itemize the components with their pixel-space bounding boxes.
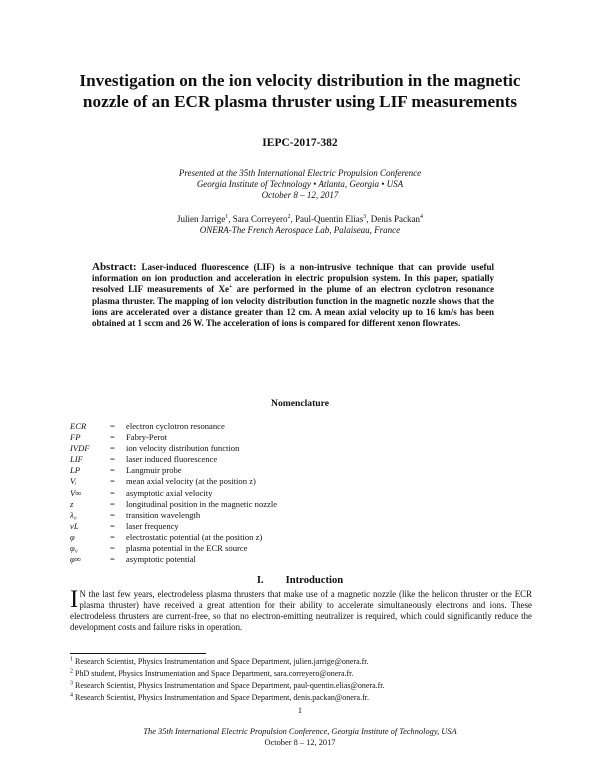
footnote-text: Research Scientist, Physics Instrumentation and Space Department, julien.jarrige@onera.fr.: [75, 657, 369, 666]
abstract-text-end: are performed in the plume of an electron cyclotron resonance plasma thruster. The mapping of ion velocity distribution function in the magnetic nozzle shows that the ions are accelerated over a distance greater than 12 cm. A mean axial velocity up to 16 km/s has been obtained at 1 sccm and 26 W. The acceleration of ions is compared for different xenon flowrates.: [92, 284, 495, 329]
author-4-mark: 4: [419, 214, 423, 220]
author-3: Paul-Quentin Elias: [294, 214, 364, 224]
nomenclature-row: [70, 543, 490, 554]
introduction-text: N the last few years, electrodeless plasma thrusters that make use of a magnetic nozzle (like the helicon thruster or the ECR plasma thruster) have received a great attention for their ability to accelerate simultaneously electrons and ions. These electrodeless thrusters are current-free, so that no electron-emitting neutralizer is required, which could significantly reduce the development costs and failure risks in operation.: [70, 589, 532, 633]
nomenclature-equals: =: [110, 543, 115, 554]
nomenclature-definition: laser induced fluorescence: [126, 454, 218, 465]
nomenclature-equals: =: [110, 520, 115, 531]
author-1-mark: 1: [225, 214, 229, 220]
drop-cap: I: [70, 586, 79, 613]
footnote-text: Research Scientist, Physics Instrumentation and Space Department, paul-quentin.elias@onera.fr.: [75, 681, 385, 690]
affiliation: ONERA-The French Aerospace Lab, Palaiseau, France: [199, 225, 401, 235]
nomenclature-definition: asymptotic potential: [126, 554, 196, 565]
footnote-text: Research Scientist, Physics Instrumentation and Space Department, denis.packan@onera.fr.: [75, 693, 369, 702]
footnote: [70, 657, 369, 666]
nomenclature-definition: Langmuir probe: [126, 465, 182, 476]
nomenclature-row: [70, 421, 490, 432]
nomenclature-row: [70, 432, 490, 443]
nomenclature-equals: =: [110, 509, 115, 520]
author-list: Julien Jarrige$^1$, Sara Correyero$^2$, Paul-Quentin Elias$^3$, Denis Packan$^4$: [177, 214, 423, 224]
nomenclature-definition: plasma potential in the ECR source: [126, 543, 248, 554]
author-3-mark: 3: [363, 214, 367, 220]
conference-info: [0, 168, 600, 201]
nomenclature-equals: =: [110, 465, 115, 476]
conference-line-1: Presented at the 35th International Electric Propulsion Conference: [178, 168, 422, 178]
abstract-label: Abstract:: [92, 261, 137, 273]
author-4: Denis Packan: [370, 214, 420, 224]
nomenclature-equals: =: [110, 443, 115, 454]
nomenclature-equals: =: [110, 531, 115, 542]
footnote-number: 3: [70, 680, 73, 687]
nomenclature-symbol: IVDF: [70, 443, 90, 454]
nomenclature-symbol: λ₀: [70, 509, 77, 520]
nomenclature-symbol: V∞: [70, 487, 82, 498]
footnote: [70, 681, 385, 690]
nomenclature-symbol: νL: [70, 520, 79, 531]
abstract-text-start: Laser-induced fluorescence (LIF) is a non-intrusive technique that can provide useful information on ion production and acceleration in electric propulsion system. In this paper, spatially resolved LIF measurements of Xe: [92, 262, 495, 295]
nomenclature-equals: =: [110, 476, 115, 487]
nomenclature-row: [70, 476, 490, 487]
nomenclature-definition: Fabry-Perot: [126, 432, 168, 443]
title-line-1: Investigation on the ion velocity distribution in the magnetic: [79, 71, 521, 90]
nomenclature-heading: Nomenclature: [271, 398, 329, 409]
nomenclature-symbol: φ∞: [70, 554, 81, 565]
author-2-mark: 2: [287, 214, 291, 220]
paper-id: IEPC-2017-382: [262, 137, 338, 149]
conference-line-2: Georgia Institute of Technology • Atlanta, Georgia • USA: [196, 179, 404, 189]
nomenclature-symbol: ECR: [70, 421, 87, 431]
nomenclature-row: [70, 554, 490, 565]
nomenclature-equals: =: [110, 554, 115, 565]
nomenclature-list: [70, 421, 490, 565]
section-number: I.: [256, 575, 264, 586]
footer-dates: October 8 – 12, 2017: [264, 738, 336, 747]
conference-line-3: October 8 – 12, 2017: [261, 190, 339, 200]
nomenclature-equals: =: [110, 421, 115, 431]
nomenclature-equals: =: [110, 498, 115, 509]
footnote: [70, 693, 369, 702]
abstract: [92, 262, 494, 329]
nomenclature-equals: =: [110, 487, 115, 498]
author-2: Sara Correyero: [232, 214, 288, 224]
nomenclature-equals: =: [110, 454, 115, 465]
footer-conference: The 35th International Electric Propulsion Conference, Georgia Institute of Technology, USA: [143, 727, 457, 736]
nomenclature-definition: electron cyclotron resonance: [126, 421, 225, 431]
nomenclature-row: [70, 443, 490, 454]
title-line-2: nozzle of an ECR plasma thruster using LIF measurements: [82, 92, 518, 111]
nomenclature-row: [70, 510, 490, 521]
page-footer: [0, 726, 600, 748]
footnote-number: 4: [70, 692, 73, 699]
nomenclature-symbol: FP: [70, 432, 81, 443]
nomenclature-symbol: φ₀: [70, 543, 78, 554]
footnote: [70, 669, 353, 678]
footnote-number: 1: [70, 656, 73, 663]
page-number: 1: [297, 706, 303, 715]
nomenclature-symbol: LP: [70, 465, 81, 476]
paper-title: [0, 70, 600, 112]
author-1: Julien Jarrige: [177, 214, 226, 224]
nomenclature-symbol: Vᵢ: [70, 476, 77, 487]
nomenclature-row: [70, 499, 490, 510]
author-block: [0, 214, 600, 236]
nomenclature-symbol: LIF: [70, 454, 83, 465]
nomenclature-row: [70, 488, 490, 499]
nomenclature-row: [70, 521, 490, 532]
nomenclature-row: [70, 532, 490, 543]
nomenclature-definition: transition wavelength: [126, 509, 201, 520]
nomenclature-symbol: φ: [70, 531, 75, 542]
nomenclature-definition: longitudinal position in the magnetic nozzle: [126, 498, 278, 509]
nomenclature-definition: ion velocity distribution function: [126, 443, 240, 454]
footnote-divider: [70, 653, 206, 654]
nomenclature-definition: mean axial velocity (at the position z): [126, 476, 256, 487]
nomenclature-equals: =: [110, 432, 115, 443]
nomenclature-symbol: z: [70, 498, 74, 509]
nomenclature-row: [70, 454, 490, 465]
section-heading-introduction: [0, 575, 600, 586]
nomenclature-definition: electrostatic potential (at the position z): [126, 531, 263, 542]
introduction-paragraph: [70, 586, 532, 633]
nomenclature-row: [70, 465, 490, 476]
abstract-superscript: +: [228, 284, 233, 291]
section-title: Introduction: [285, 575, 344, 586]
nomenclature-definition: asymptotic axial velocity: [126, 487, 213, 498]
nomenclature-definition: laser frequency: [126, 520, 179, 531]
footnote-text: PhD student, Physics Instrumentation and Space Department, sara.correyero@onera.fr.: [75, 669, 354, 678]
footnote-number: 2: [70, 668, 73, 675]
